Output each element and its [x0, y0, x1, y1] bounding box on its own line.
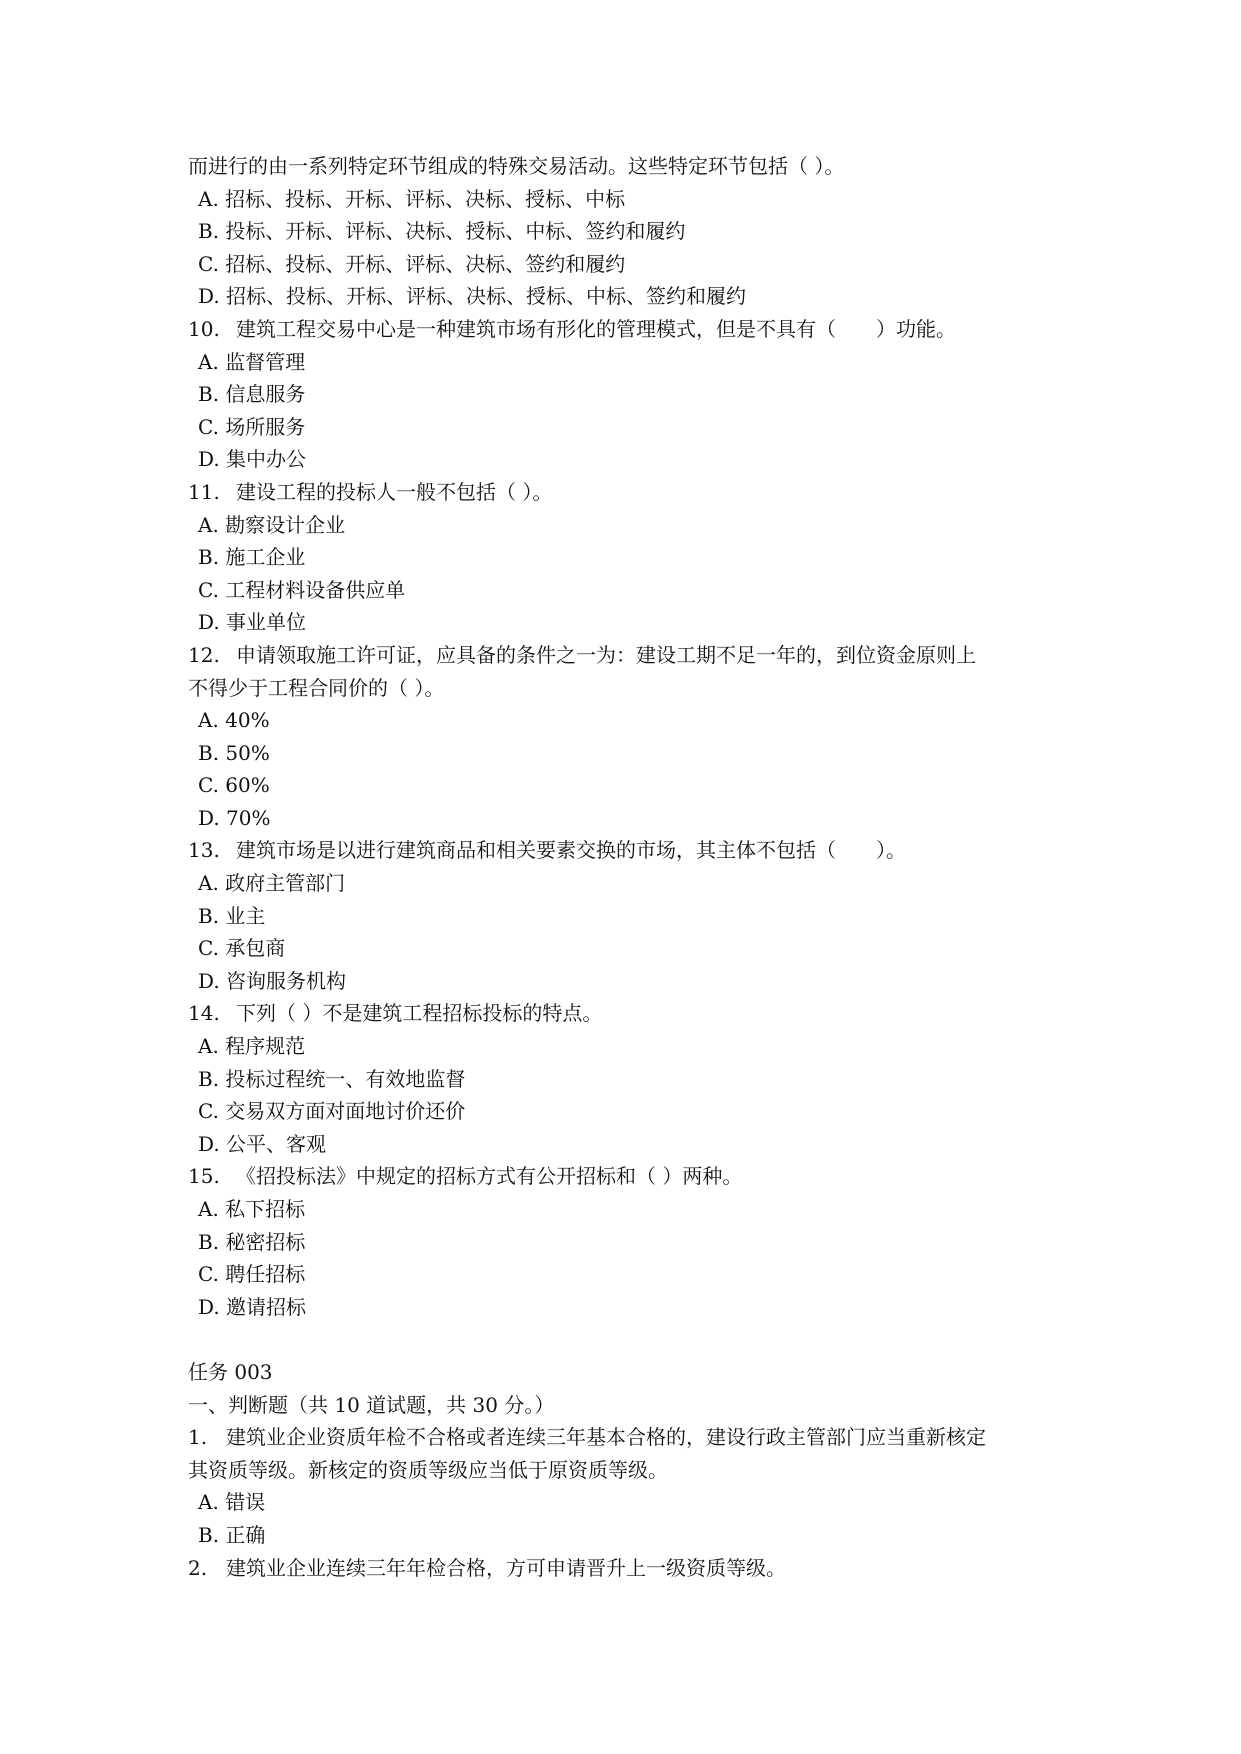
option-a: A. 勘察设计企业	[198, 512, 346, 537]
option-a: A. 错误	[198, 1490, 266, 1515]
question-text: 申请领取施工许可证，应具备的条件之一为：建设工期不足一年的，到位资金原则上	[236, 642, 976, 667]
option-b: B. 投标、开标、评标、决标、授标、中标、签约和履约	[198, 219, 686, 244]
option-a: A. 政府主管部门	[198, 871, 346, 896]
option-a: A. 程序规范	[198, 1034, 306, 1059]
question-number: 13.	[188, 838, 220, 863]
judgment-1	[188, 1421, 1068, 1454]
option-a: A. 私下招标	[198, 1197, 306, 1221]
option-b: B. 正确	[198, 1522, 266, 1547]
option-d: D. 咨询服务机构	[198, 968, 347, 993]
option-c: C. 聘任招标	[198, 1262, 306, 1287]
question-number: 12.	[188, 642, 220, 667]
judgment-2	[188, 1552, 1068, 1585]
question-text: 建设工程的投标人一般不包括（ ）。	[236, 479, 553, 504]
question-text: 而进行的由一系列特定环节组成的特殊交易活动。这些特定环节包括（ ）。	[188, 154, 845, 178]
question-number: 11.	[188, 479, 220, 504]
question-number: 14.	[188, 1001, 220, 1026]
option-c: C. 交易双方面对面地讨价还价	[198, 1099, 466, 1124]
question-14	[188, 997, 1068, 1030]
question-text: 下列（ ）不是建筑工程招标投标的特点。	[236, 1001, 603, 1026]
option-c: C. 工程材料设备供应单	[198, 577, 406, 602]
question-text: 《招投标法》中规定的招标方式有公开招标和（ ）两种。	[236, 1164, 743, 1189]
question-number: 1.	[188, 1425, 208, 1450]
question-text: 建筑业企业资质年检不合格或者连续三年基本合格的，建设行政主管部门应当重新核定	[226, 1425, 986, 1450]
question-number: 10.	[188, 316, 220, 341]
question-number: 2.	[188, 1555, 208, 1580]
option-b: B. 投标过程统一、有效地监督	[198, 1066, 466, 1091]
question-text: 建筑市场是以进行建筑商品和相关要素交换的市场，其主体不包括（ ）。	[236, 838, 906, 863]
option-c: C. 招标、投标、开标、评标、决标、签约和履约	[198, 251, 626, 276]
option-a: A. 40%	[198, 708, 270, 733]
option-b: B. 50%	[198, 740, 270, 765]
task-heading: 任务 003	[188, 1359, 273, 1384]
option-a: A. 招标、投标、开标、评标、决标、授标、中标	[198, 186, 626, 211]
question-text-continued: 其资质等级。新核定的资质等级应当低于原资质等级。	[188, 1457, 668, 1482]
option-c: C. 承包商	[198, 936, 286, 961]
option-d: D. 招标、投标、开标、评标、决标、授标、中标、签约和履约	[198, 284, 747, 309]
question-text: 建筑工程交易中心是一种建筑市场有形化的管理模式，但是不具有（ ）功能。	[236, 316, 956, 341]
option-c: C. 60%	[198, 773, 270, 798]
question-15	[188, 1160, 1068, 1193]
option-b: B. 秘密招标	[198, 1229, 306, 1254]
option-b: B. 施工企业	[198, 545, 306, 570]
question-number: 15.	[188, 1164, 220, 1189]
option-d: D. 公平、客观	[198, 1131, 327, 1156]
option-b: B. 业主	[198, 903, 266, 928]
question-10	[188, 313, 1068, 346]
question-text: 建筑业企业连续三年年检合格，方可申请晋升上一级资质等级。	[226, 1555, 786, 1580]
option-d: D. 集中办公	[198, 447, 307, 472]
option-a: A. 监督管理	[198, 349, 306, 374]
option-d: D. 事业单位	[198, 610, 307, 635]
question-13	[188, 834, 1068, 867]
section-heading: 一、判断题（共 10 道试题，共 30 分。）	[188, 1392, 555, 1417]
blank-gap	[188, 1323, 1068, 1356]
option-d: D. 70%	[198, 805, 271, 830]
option-c: C. 场所服务	[198, 414, 306, 439]
option-b: B. 信息服务	[198, 382, 306, 407]
document-body	[188, 150, 1068, 1584]
question-12	[188, 639, 1068, 672]
option-d: D. 邀请招标	[198, 1294, 307, 1319]
question-11	[188, 476, 1068, 509]
question-text-continued: 不得少于工程合同价的（ ）。	[188, 675, 445, 700]
